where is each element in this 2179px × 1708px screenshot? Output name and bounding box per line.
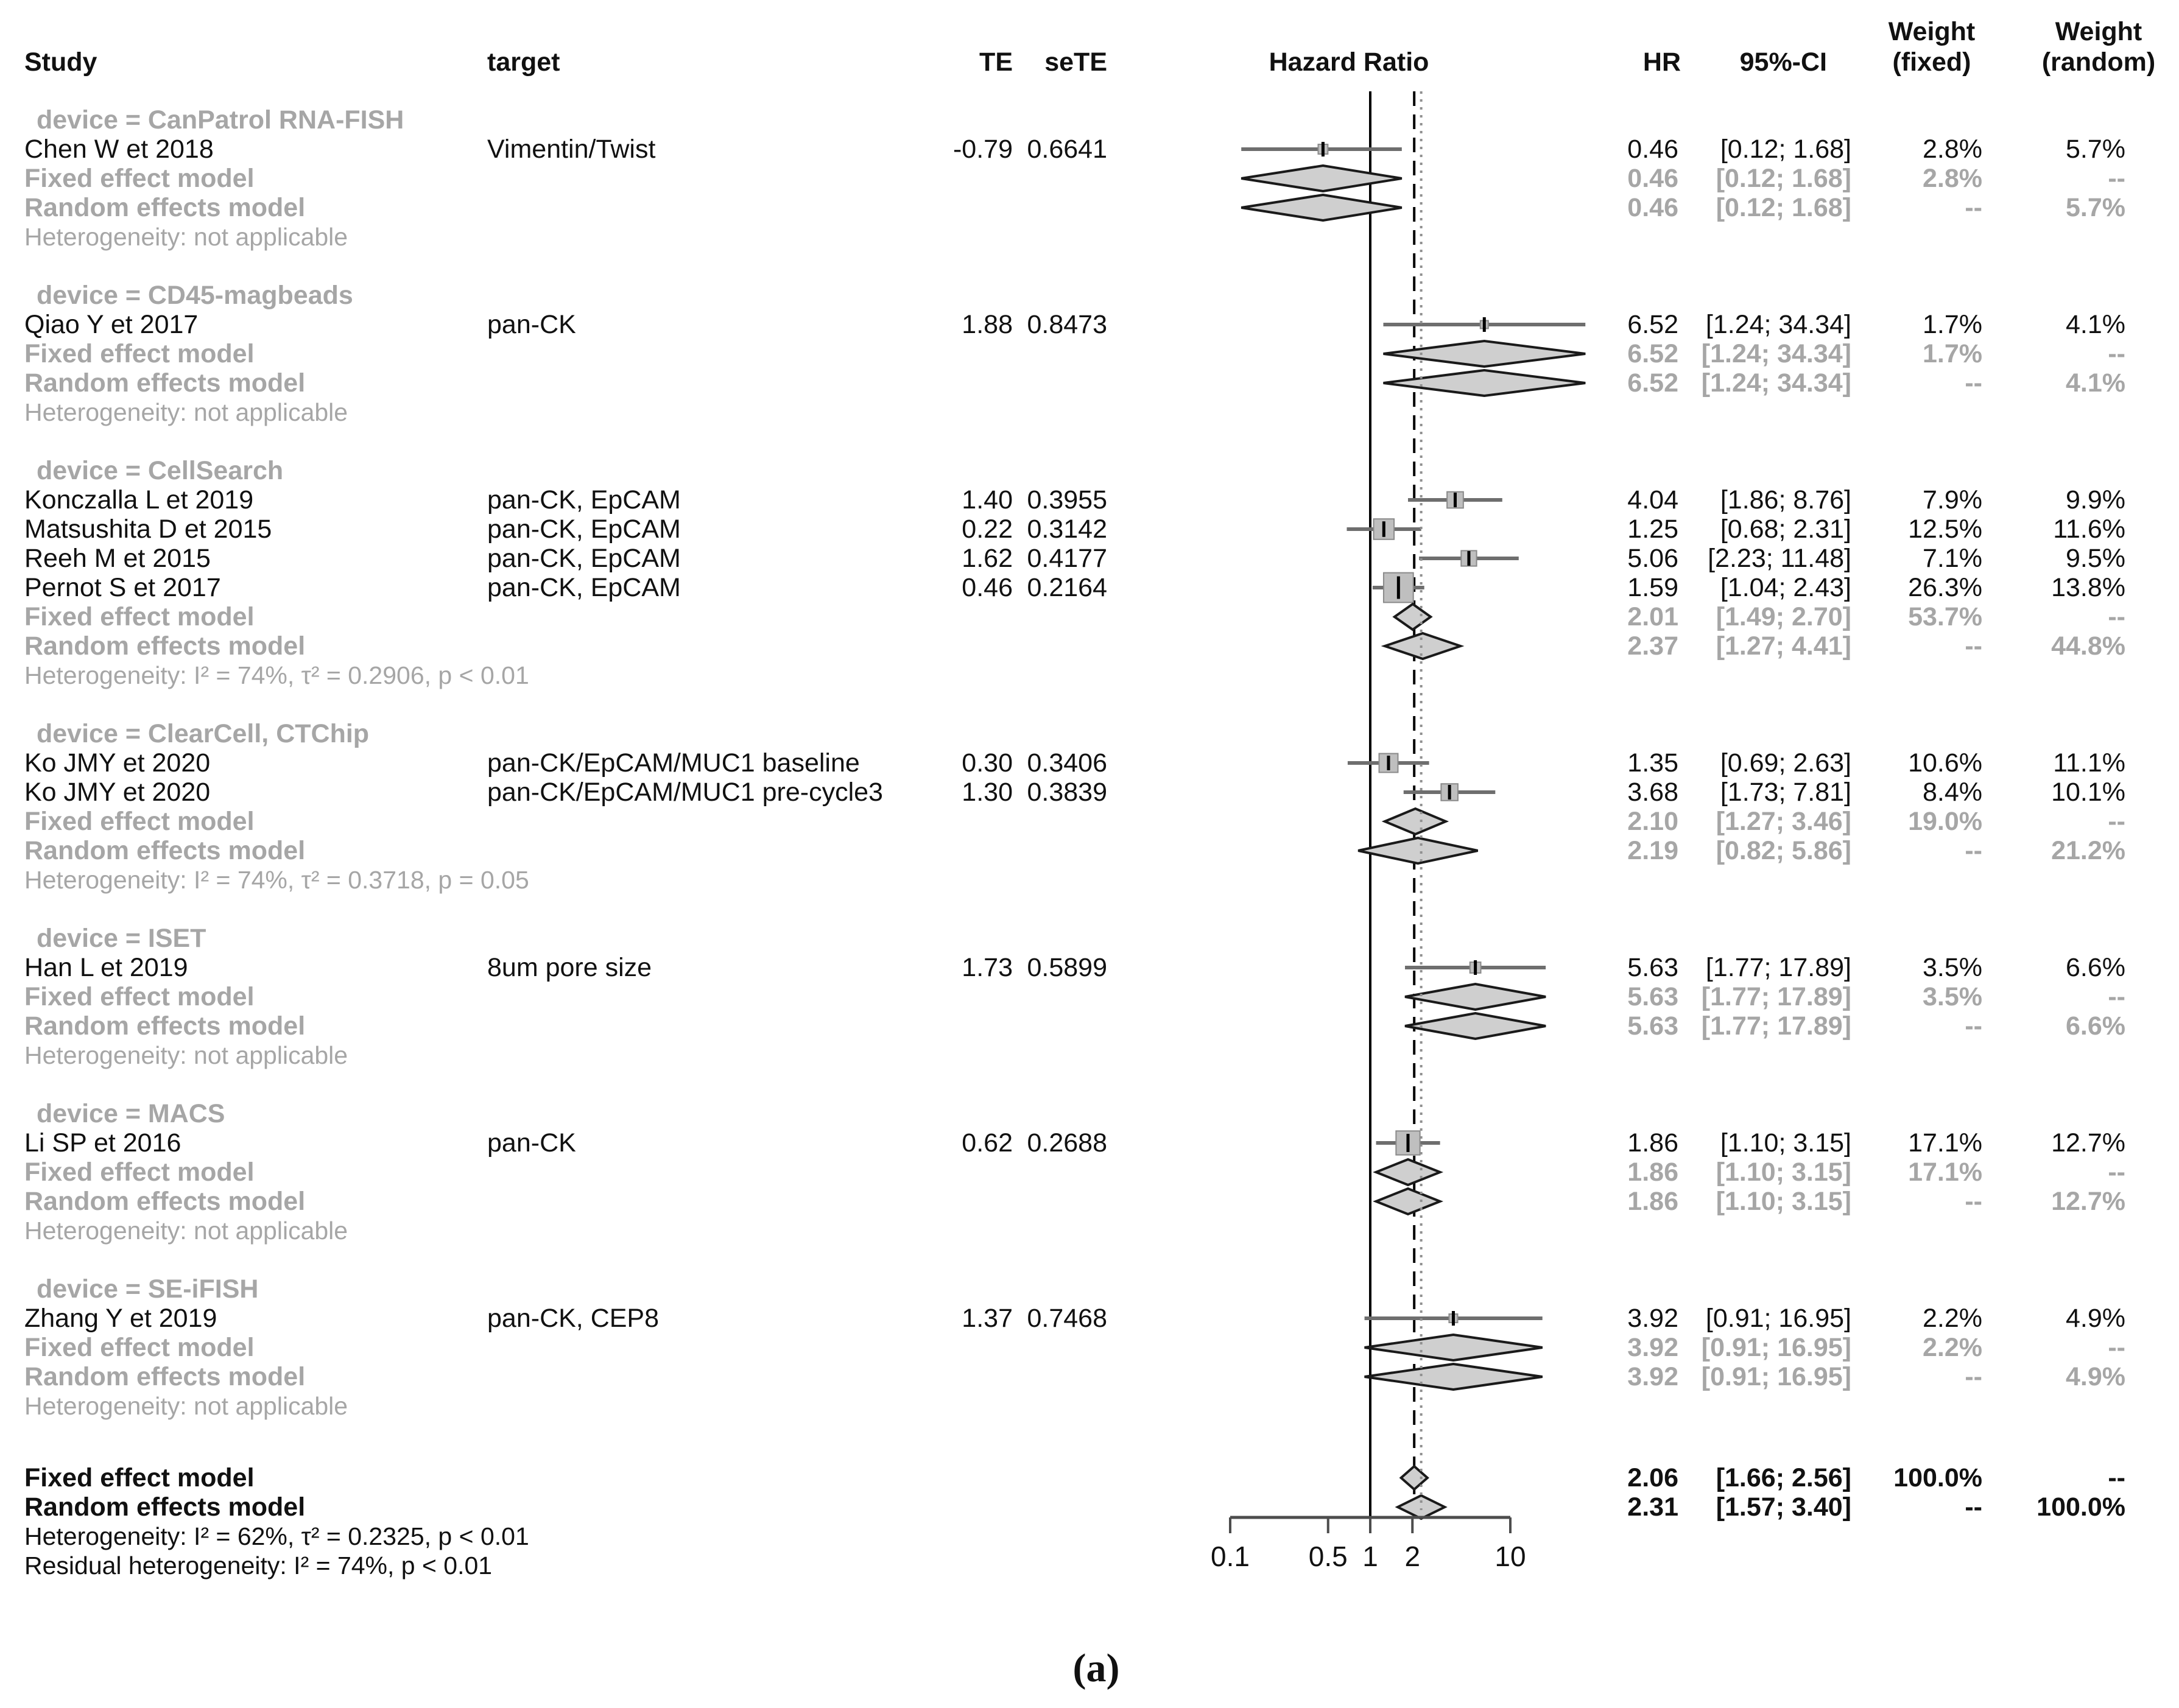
sete-value: 0.3839 [1027,778,1107,807]
study-name: Zhang Y et 2019 [24,1304,217,1333]
group-heterogeneity: Heterogeneity: not applicable [24,1041,348,1069]
hr-value: 1.35 [1627,748,1678,778]
axis-tick-label: 0.1 [1211,1541,1250,1572]
hr-value: 3.92 [1627,1304,1678,1333]
group-random-label: Random effects model [24,1011,306,1041]
group-heterogeneity: Heterogeneity: not applicable [24,398,348,426]
te-value: 1.30 [962,778,1013,807]
weight-fixed-value: 3.5% [1922,953,1982,982]
target-value: 8um pore size [487,953,652,982]
group-fixed-label: Fixed effect model [24,807,255,836]
weight-random-value: -- [2108,164,2125,193]
summary-diamond [1405,1013,1546,1039]
target-value: pan-CK [487,1128,576,1158]
ci-value: [1.24; 34.34] [1705,310,1851,339]
summary-diamond [1383,341,1585,367]
device-subgroup-label: device = ISET [37,924,206,953]
weight-fixed-value: -- [1965,631,1982,661]
weight-fixed-value: 7.9% [1922,485,1982,515]
device-subgroup-label: device = CellSearch [37,456,284,485]
col-header-target: target [487,47,560,77]
device-subgroup-label: device = CanPatrol RNA-FISH [37,105,404,135]
weight-random-value: -- [2108,1158,2125,1187]
weight-fixed-value: -- [1965,1492,1982,1522]
col-header-hazard-ratio: Hazard Ratio [1269,47,1429,77]
residual-heterogeneity: Residual heterogeneity: I² = 74%, p < 0.01 [24,1552,493,1580]
col-header-study: Study [24,47,97,77]
weight-random-value: -- [2108,1463,2125,1492]
group-heterogeneity: Heterogeneity: I² = 74%, τ² = 0.3718, p = 0.05 [24,866,529,894]
weight-fixed-value: -- [1965,193,1982,222]
sete-value: 0.6641 [1027,135,1107,164]
device-subgroup-label: device = ClearCell, CTChip [37,719,370,748]
group-fixed-label: Fixed effect model [24,602,255,631]
study-name: Konczalla L et 2019 [24,485,254,515]
target-value: pan-CK, EpCAM [487,573,681,602]
weight-fixed-value: 10.6% [1908,748,1982,778]
hr-value: 2.19 [1627,836,1678,865]
weight-random-value: -- [2108,1333,2125,1362]
study-name: Ko JMY et 2020 [24,778,211,807]
weight-fixed-value: 3.5% [1922,982,1982,1011]
weight-random-value: 11.1% [2053,748,2125,778]
ci-value: [1.66; 2.56] [1716,1463,1851,1492]
weight-random-value: -- [2108,982,2125,1011]
ci-value: [1.04; 2.43] [1720,573,1851,602]
weight-random-value: -- [2108,339,2125,368]
col-header-weight-fixed-line1: Weight [1888,17,1976,46]
te-value: 1.88 [962,310,1013,339]
hr-value: 5.63 [1627,1011,1678,1041]
group-fixed-label: Fixed effect model [24,982,255,1011]
weight-random-value: -- [2108,807,2125,836]
weight-random-value: 6.6% [2065,1011,2125,1041]
te-value: 1.37 [962,1304,1013,1333]
weight-fixed-value: 26.3% [1908,573,1982,602]
study-name: Qiao Y et 2017 [24,310,199,339]
target-value: Vimentin/Twist [487,135,656,164]
ci-value: [1.24; 34.34] [1701,368,1851,398]
weight-fixed-value: -- [1965,368,1982,398]
ci-value: [0.91; 16.95] [1701,1362,1851,1391]
summary-diamond [1385,633,1460,659]
group-random-label: Random effects model [24,631,306,661]
device-subgroup-label: device = SE-iFISH [37,1274,259,1304]
hr-value: 3.92 [1627,1333,1678,1362]
weight-fixed-value: 2.8% [1922,135,1982,164]
summary-diamond [1405,984,1546,1010]
overall-heterogeneity: Heterogeneity: I² = 62%, τ² = 0.2325, p < 0.01 [24,1522,529,1550]
ci-value: [0.12; 1.68] [1720,135,1851,164]
ci-value: [0.12; 1.68] [1716,164,1851,193]
sete-value: 0.4177 [1027,544,1107,573]
ci-value: [0.69; 2.63] [1720,748,1851,778]
ci-value: [1.77; 17.89] [1701,1011,1851,1041]
weight-fixed-value: 53.7% [1908,602,1982,631]
ci-value: [1.57; 3.40] [1716,1492,1851,1522]
target-value: pan-CK, CEP8 [487,1304,660,1333]
col-header-weight-random-line1: Weight [2055,17,2142,46]
group-fixed-label: Fixed effect model [24,164,255,193]
weight-fixed-value: 100.0% [1893,1463,1982,1492]
weight-random-value: 5.7% [2065,135,2125,164]
ci-value: [1.24; 34.34] [1701,339,1851,368]
hr-value: 0.46 [1627,135,1678,164]
hr-value: 2.37 [1627,631,1678,661]
weight-fixed-value: 7.1% [1922,544,1982,573]
weight-fixed-value: 8.4% [1922,778,1982,807]
summary-diamond [1376,1189,1440,1214]
weight-random-value: 5.7% [2065,193,2125,222]
group-fixed-label: Fixed effect model [24,339,255,368]
summary-diamond [1401,1466,1427,1489]
weight-random-value: 11.6% [2053,515,2125,544]
te-value: 1.62 [962,544,1013,573]
ci-value: [0.91; 16.95] [1701,1333,1851,1362]
sete-value: 0.2164 [1027,573,1107,602]
ci-value: [1.77; 17.89] [1701,982,1851,1011]
hr-value: 1.25 [1627,515,1678,544]
te-value: 0.30 [962,748,1013,778]
sete-value: 0.3142 [1027,515,1107,544]
figure-caption: (a) [1072,1646,1120,1690]
weight-random-value: 13.8% [2051,573,2125,602]
weight-random-value: -- [2108,602,2125,631]
target-value: pan-CK/EpCAM/MUC1 baseline [487,748,860,778]
axis-tick-label: 0.5 [1308,1541,1348,1572]
summary-diamond [1395,604,1431,630]
hr-value: 2.01 [1627,602,1678,631]
group-heterogeneity: Heterogeneity: not applicable [24,1217,348,1245]
group-random-label: Random effects model [24,368,306,398]
weight-random-value: 6.6% [2065,953,2125,982]
hr-value: 2.31 [1627,1492,1678,1522]
group-heterogeneity: Heterogeneity: I² = 74%, τ² = 0.2906, p < 0.01 [24,661,529,689]
te-value: -0.79 [952,135,1013,164]
hr-value: 0.46 [1627,164,1678,193]
group-fixed-label: Fixed effect model [24,1333,255,1362]
ci-value: [1.77; 17.89] [1705,953,1851,982]
weight-fixed-value: 2.8% [1922,164,1982,193]
weight-random-value: 4.9% [2065,1362,2125,1391]
weight-random-value: 21.2% [2051,836,2125,865]
hr-value: 5.63 [1627,982,1678,1011]
study-name: Li SP et 2016 [24,1128,181,1158]
sete-value: 0.3955 [1027,485,1107,515]
target-value: pan-CK [487,310,576,339]
weight-random-value: 4.1% [2065,368,2125,398]
summary-diamond [1385,809,1446,834]
hr-value: 6.52 [1627,368,1678,398]
ci-value: [1.49; 2.70] [1716,602,1851,631]
group-random-label: Random effects model [24,1362,306,1391]
summary-diamond [1376,1159,1440,1185]
weight-fixed-value: 1.7% [1922,339,1982,368]
summary-diamond [1398,1495,1445,1519]
hr-value: 1.86 [1627,1128,1678,1158]
ci-value: [1.27; 3.46] [1716,807,1851,836]
col-header-weight-fixed-line2: (fixed) [1892,47,1971,77]
study-name: Han L et 2019 [24,953,188,982]
summary-diamond [1358,838,1477,863]
device-subgroup-label: device = MACS [37,1099,225,1128]
weight-fixed-value: -- [1965,1011,1982,1041]
axis-tick-label: 10 [1494,1541,1526,1572]
hr-value: 5.06 [1627,544,1678,573]
hr-value: 2.06 [1627,1463,1678,1492]
weight-random-value: 4.9% [2065,1304,2125,1333]
weight-fixed-value: -- [1965,1187,1982,1216]
summary-diamond [1241,166,1402,191]
weight-fixed-value: 17.1% [1908,1158,1982,1187]
ci-value: [1.27; 4.41] [1716,631,1851,661]
hr-value: 3.92 [1627,1362,1678,1391]
weight-random-value: 100.0% [2036,1492,2125,1522]
weight-fixed-value: 19.0% [1908,807,1982,836]
te-value: 1.40 [962,485,1013,515]
group-random-label: Random effects model [24,836,306,865]
ci-value: [2.23; 11.48] [1708,544,1851,573]
col-header-hr: HR [1642,47,1681,77]
col-header-te: TE [979,47,1013,77]
te-value: 0.46 [962,573,1013,602]
weight-fixed-value: 2.2% [1922,1333,1982,1362]
weight-random-value: 12.7% [2051,1187,2125,1216]
sete-value: 0.5899 [1027,953,1107,982]
ci-value: [0.91; 16.95] [1705,1304,1851,1333]
te-value: 0.62 [962,1128,1013,1158]
target-value: pan-CK/EpCAM/MUC1 pre-cycle3 [487,778,883,807]
hr-value: 6.52 [1627,339,1678,368]
hr-value: 2.10 [1627,807,1678,836]
overall-random-label: Random effects model [24,1492,306,1522]
weight-random-value: 9.9% [2065,485,2125,515]
sete-value: 0.3406 [1027,748,1107,778]
study-name: Chen W et 2018 [24,135,214,164]
ci-value: [1.73; 7.81] [1720,778,1851,807]
weight-random-value: 12.7% [2051,1128,2125,1158]
hr-value: 5.63 [1627,953,1678,982]
summary-diamond [1241,195,1402,220]
ci-value: [0.82; 5.86] [1716,836,1851,865]
target-value: pan-CK, EpCAM [487,515,681,544]
hr-value: 6.52 [1627,310,1678,339]
hr-value: 3.68 [1627,778,1678,807]
ci-value: [1.10; 3.15] [1716,1187,1851,1216]
group-random-label: Random effects model [24,1187,306,1216]
summary-diamond [1365,1335,1543,1360]
col-header-weight-random-line2: (random) [2041,47,2156,77]
sete-value: 0.2688 [1027,1128,1107,1158]
ci-value: [1.10; 3.15] [1720,1128,1851,1158]
weight-random-value: 9.5% [2065,544,2125,573]
weight-fixed-value: 12.5% [1908,515,1982,544]
hr-value: 1.86 [1627,1187,1678,1216]
sete-value: 0.7468 [1027,1304,1107,1333]
hr-value: 4.04 [1627,485,1678,515]
hr-value: 1.86 [1627,1158,1678,1187]
weight-random-value: 10.1% [2051,778,2125,807]
target-value: pan-CK, EpCAM [487,544,681,573]
study-name: Matsushita D et 2015 [24,515,272,544]
weight-random-value: 44.8% [2051,631,2125,661]
study-name: Pernot S et 2017 [24,573,221,602]
weight-random-value: 4.1% [2065,310,2125,339]
hr-value: 0.46 [1627,193,1678,222]
axis-tick-label: 2 [1404,1541,1421,1572]
col-header-sete: seTE [1044,47,1107,77]
group-random-label: Random effects model [24,193,306,222]
weight-fixed-value: 17.1% [1908,1128,1982,1158]
te-value: 1.73 [962,953,1013,982]
ci-value: [1.86; 8.76] [1720,485,1851,515]
col-header-ci: 95%-CI [1739,47,1827,77]
overall-fixed-label: Fixed effect model [24,1463,255,1492]
summary-diamond [1365,1364,1543,1390]
ci-value: [0.12; 1.68] [1716,193,1851,222]
hr-value: 1.59 [1627,573,1678,602]
ci-value: [0.68; 2.31] [1720,515,1851,544]
sete-value: 0.8473 [1027,310,1107,339]
group-heterogeneity: Heterogeneity: not applicable [24,223,348,251]
group-fixed-label: Fixed effect model [24,1158,255,1187]
weight-fixed-value: -- [1965,1362,1982,1391]
study-name: Reeh M et 2015 [24,544,211,573]
ci-value: [1.10; 3.15] [1716,1158,1851,1187]
te-value: 0.22 [962,515,1013,544]
axis-tick-label: 1 [1362,1541,1378,1572]
study-name: Ko JMY et 2020 [24,748,211,778]
group-heterogeneity: Heterogeneity: not applicable [24,1392,348,1420]
target-value: pan-CK, EpCAM [487,485,681,515]
weight-fixed-value: -- [1965,836,1982,865]
weight-fixed-value: 2.2% [1922,1304,1982,1333]
device-subgroup-label: device = CD45-magbeads [37,281,353,310]
weight-fixed-value: 1.7% [1922,310,1982,339]
